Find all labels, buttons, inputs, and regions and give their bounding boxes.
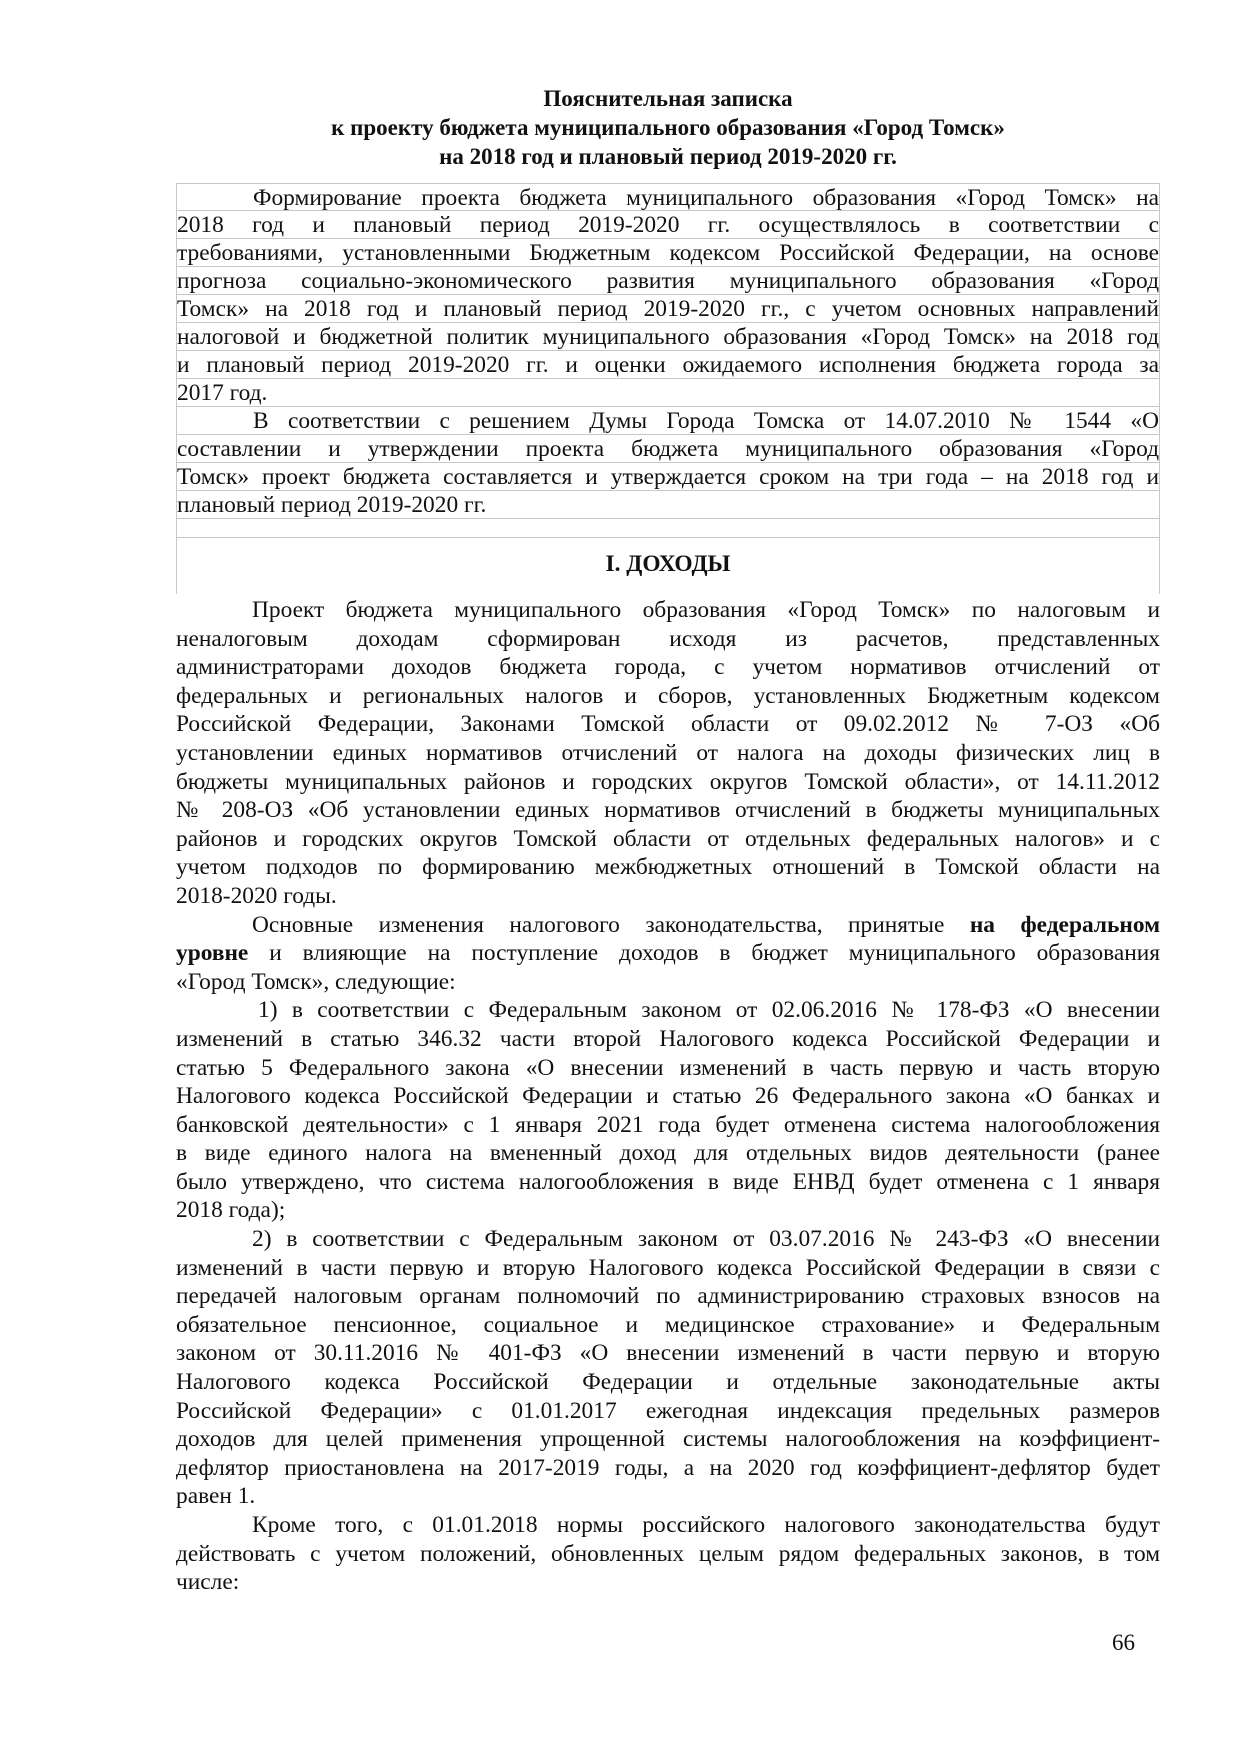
text-line: банковской деятельности» с 1 января 2021 года будет отменена система налогообложения — [176, 1111, 1160, 1138]
text-line: 2018-2020 годы. — [176, 882, 337, 909]
text-line: Формирование проекта бюджета муниципального образования «Город Томск» на — [177, 183, 1159, 211]
text-line: неналоговым доходам сформирован исходя из расчетов, представленных — [176, 625, 1160, 652]
title-line: Пояснительная записка — [543, 86, 793, 111]
bold-text: уровне — [176, 940, 249, 967]
text-line: учетом подходов по формированию межбюджетных отношений в Томской области на — [176, 854, 1160, 881]
text-line: Российской Федерации, Законами Томской области от 09.02.2012 № 7-ОЗ «Об — [176, 711, 1160, 738]
document-page — [176, 84, 1160, 1597]
text-line: Проект бюджета муниципального образования «Город Томск» по налоговым и — [252, 597, 1160, 623]
empty-row — [177, 519, 1159, 538]
text-line: числе: — [176, 1569, 240, 1596]
bold-text: на федеральном — [969, 911, 1161, 938]
title-line: на 2018 год и плановый период 2019-2020 гг. — [439, 144, 897, 169]
text-line: районов и городских округов Томской области от отдельных федеральных налогов» и с — [176, 825, 1160, 852]
text-line: налоговой и бюджетной политик муниципального образования «Город Томск» на 2018 год — [177, 324, 1159, 350]
intro-table — [176, 183, 1160, 594]
title-line: к проекту бюджета муниципального образования «Город Томск» — [331, 115, 1005, 140]
text-line: «Город Томск», следующие: — [176, 968, 456, 995]
text-line — [176, 911, 1160, 940]
text-run: Основные изменения налогового законодательства, принятые — [252, 911, 970, 938]
text-line: обязательное пенсионное, социальное и медицинское страхование» и Федеральным — [176, 1311, 1160, 1338]
text-line: плановый период 2019-2020 гг. — [177, 491, 1159, 519]
text-line: равен 1. — [176, 1483, 256, 1510]
text-run: и влияющие на поступление доходов в бюджет муниципального образования — [248, 940, 1160, 967]
text-line: бюджеты муниципальных районов и городских округов Томской области», от 14.11.2012 — [176, 768, 1160, 795]
text-line: 2018 год и плановый период 2019-2020 гг. осуществлялось в соответствии с — [177, 212, 1159, 238]
text-line: законом от 30.11.2016 № 401-ФЗ «О внесении изменений в части первую и вторую — [176, 1340, 1160, 1367]
section-heading: I. ДОХОДЫ — [605, 551, 731, 577]
text-line: было утверждено, что система налогообложения в виде ЕНВД будет отменена с 1 января — [176, 1168, 1160, 1195]
text-line: в виде единого налога на вмененный доход для отдельных видов деятельности (ранее — [176, 1140, 1160, 1167]
text-line: требованиями, установленными Бюджетным кодексом Российской Федерации, на основе — [177, 240, 1159, 266]
text-line: 2017 год. — [177, 379, 1159, 407]
text-line — [176, 939, 1160, 968]
text-line: администраторами доходов бюджета города, с учетом нормативов отчислений от — [176, 654, 1160, 681]
text-line: В соответствии с решением Думы Города Томска от 14.07.2010 № 1544 «О — [177, 407, 1159, 435]
text-line: установлении единых нормативов отчислений от налога на доходы физических лиц в — [176, 739, 1160, 766]
text-line: передачей налоговым органам полномочий по администрированию страховых взносов на — [176, 1283, 1160, 1310]
text-line: действовать с учетом положений, обновленных целым рядом федеральных законов, в том — [176, 1540, 1160, 1567]
text-line: федеральных и региональных налогов и сборов, установленных Бюджетным кодексом — [176, 682, 1160, 709]
text-line: № 208-ОЗ «Об установлении единых нормативов отчислений в бюджеты муниципальных — [176, 797, 1160, 824]
text-line: Налогового кодекса Российской Федерации и отдельные законодательные акты — [176, 1369, 1160, 1396]
text-line: 2018 года); — [176, 1197, 286, 1224]
text-line: Томск» проект бюджета составляется и утверждается сроком на три года – на 2018 год и — [177, 464, 1159, 490]
body-text — [176, 596, 1160, 1597]
text-line: 2) в соответствии с Федеральным законом от 03.07.2016 № 243-ФЗ «О внесении — [252, 1226, 1160, 1253]
text-line: Кроме того, с 01.01.2018 нормы российского налогового законодательства будут — [252, 1512, 1160, 1538]
text-line: Томск» на 2018 год и плановый период 2019-2020 гг., с учетом основных направлений — [177, 296, 1159, 322]
text-line: прогноза социально-экономического развития муниципального образования «Город — [177, 268, 1159, 294]
text-line: 1) в соответствии с Федеральным законом от 02.06.2016 № 178-ФЗ «О внесении — [258, 997, 1160, 1024]
text-line: Налогового кодекса Российской Федерации и статью 26 Федерального закона «О банках и — [176, 1083, 1160, 1110]
text-line: Российской Федерации» с 01.01.2017 ежегодная индексация предельных размеров — [176, 1397, 1160, 1424]
text-line: статью 5 Федерального закона «О внесении изменений в часть первую и часть вторую — [176, 1054, 1160, 1081]
text-line: составлении и утверждении проекта бюджета муниципального образования «Город — [177, 436, 1159, 462]
page-number: 66 — [1112, 1630, 1135, 1655]
text-line: доходов для целей применения упрощенной системы налогообложения на коэффициент- — [176, 1426, 1160, 1453]
text-line: изменений в статью 346.32 части второй Налогового кодекса Российской Федерации и — [176, 1025, 1160, 1052]
text-line: и плановый период 2019-2020 гг. и оценки ожидаемого исполнения бюджета города за — [177, 352, 1159, 378]
text-line: дефлятор приостановлена на 2017-2019 годы, а на 2020 год коэффициент-дефлятор будет — [176, 1454, 1160, 1481]
text-line: изменений в части первую и вторую Налогового кодекса Российской Федерации в связи с — [176, 1254, 1160, 1281]
document-title — [176, 84, 1160, 171]
